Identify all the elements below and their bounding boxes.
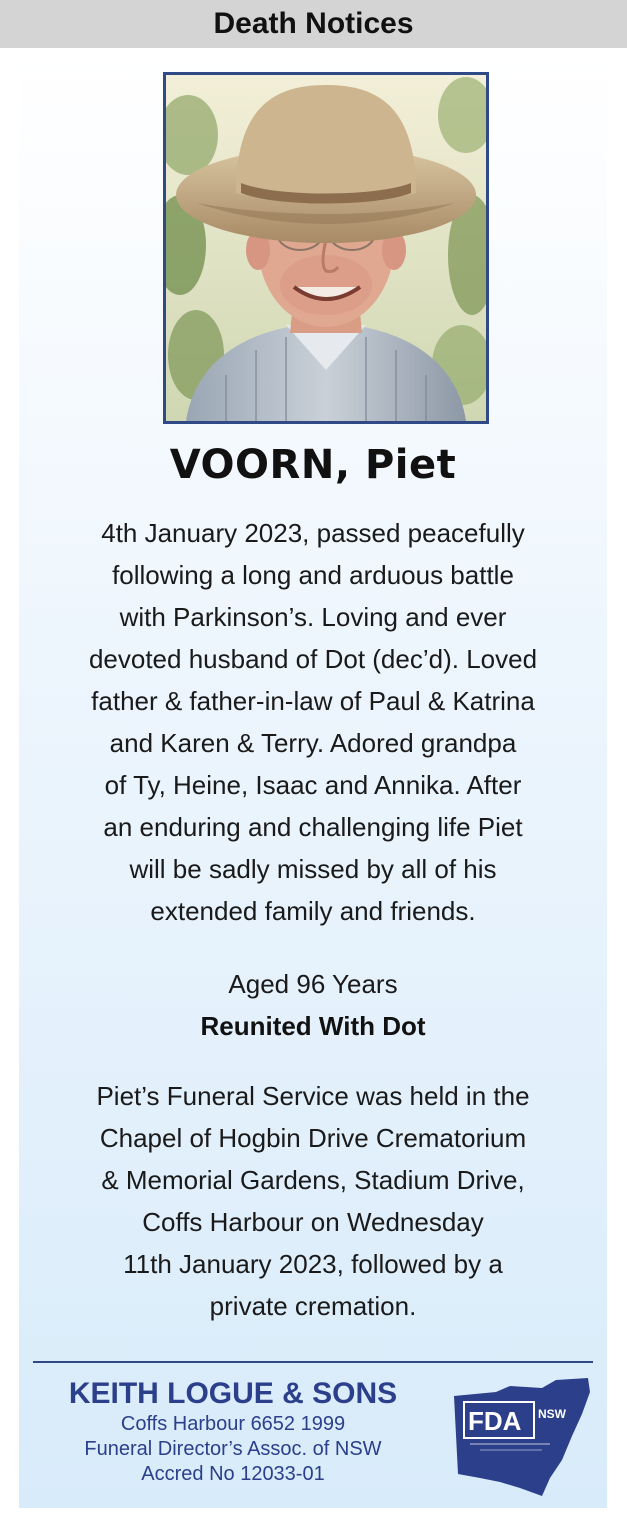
body-line: devoted husband of Dot (dec’d). Loved <box>88 644 538 674</box>
logo-text: FDA <box>468 1406 522 1436</box>
funeral-director-accreditation: Accred No 12033-01 <box>141 1463 325 1485</box>
body-line: following a long and arduous battle <box>112 560 514 590</box>
funeral-director-name: KEITH LOGUE & SONS <box>68 1377 398 1410</box>
portrait-photo <box>163 72 489 424</box>
body-line: with Parkinson’s. Loving and ever <box>119 602 507 632</box>
service-line: 11th January 2023, followed by a <box>123 1249 503 1279</box>
portrait-image <box>166 75 486 421</box>
service-line: & Memorial Gardens, Stadium Drive, <box>101 1165 525 1195</box>
deceased-name: VOORN, Piet <box>169 442 457 488</box>
body-line: 4th January 2023, passed peacefully <box>101 518 525 548</box>
nsw-map-icon <box>450 1374 595 1499</box>
service-line: private cremation. <box>209 1291 417 1321</box>
age-line: Aged 96 Years <box>228 969 398 999</box>
body-line: extended family and friends. <box>150 896 476 926</box>
notice-body <box>19 512 607 932</box>
service-line: Coffs Harbour on Wednesday <box>142 1207 484 1237</box>
body-line: and Karen & Terry. Adored grandpa <box>109 728 517 758</box>
service-details <box>19 1075 607 1327</box>
section-title: Death Notices <box>213 7 414 40</box>
body-line: will be sadly missed by all of his <box>129 854 497 884</box>
footer-divider <box>33 1361 593 1363</box>
logo-sub: NSW <box>538 1407 566 1421</box>
funeral-director-block <box>33 1376 433 1487</box>
funeral-director-assoc: Funeral Director’s Assoc. of NSW <box>84 1438 382 1460</box>
tribute-line: Reunited With Dot <box>200 1011 426 1041</box>
body-line: an enduring and challenging life Piet <box>103 812 523 842</box>
funeral-director-phone: Coffs Harbour 6652 1999 <box>120 1413 346 1435</box>
body-line: father & father-in-law of Paul & Katrina <box>91 686 535 716</box>
section-header <box>0 0 627 48</box>
service-line: Chapel of Hogbin Drive Crematorium <box>99 1123 527 1153</box>
body-line: of Ty, Heine, Isaac and Annika. After <box>104 770 522 800</box>
service-line: Piet’s Funeral Service was held in the <box>96 1081 530 1111</box>
fda-nsw-logo <box>450 1374 595 1499</box>
